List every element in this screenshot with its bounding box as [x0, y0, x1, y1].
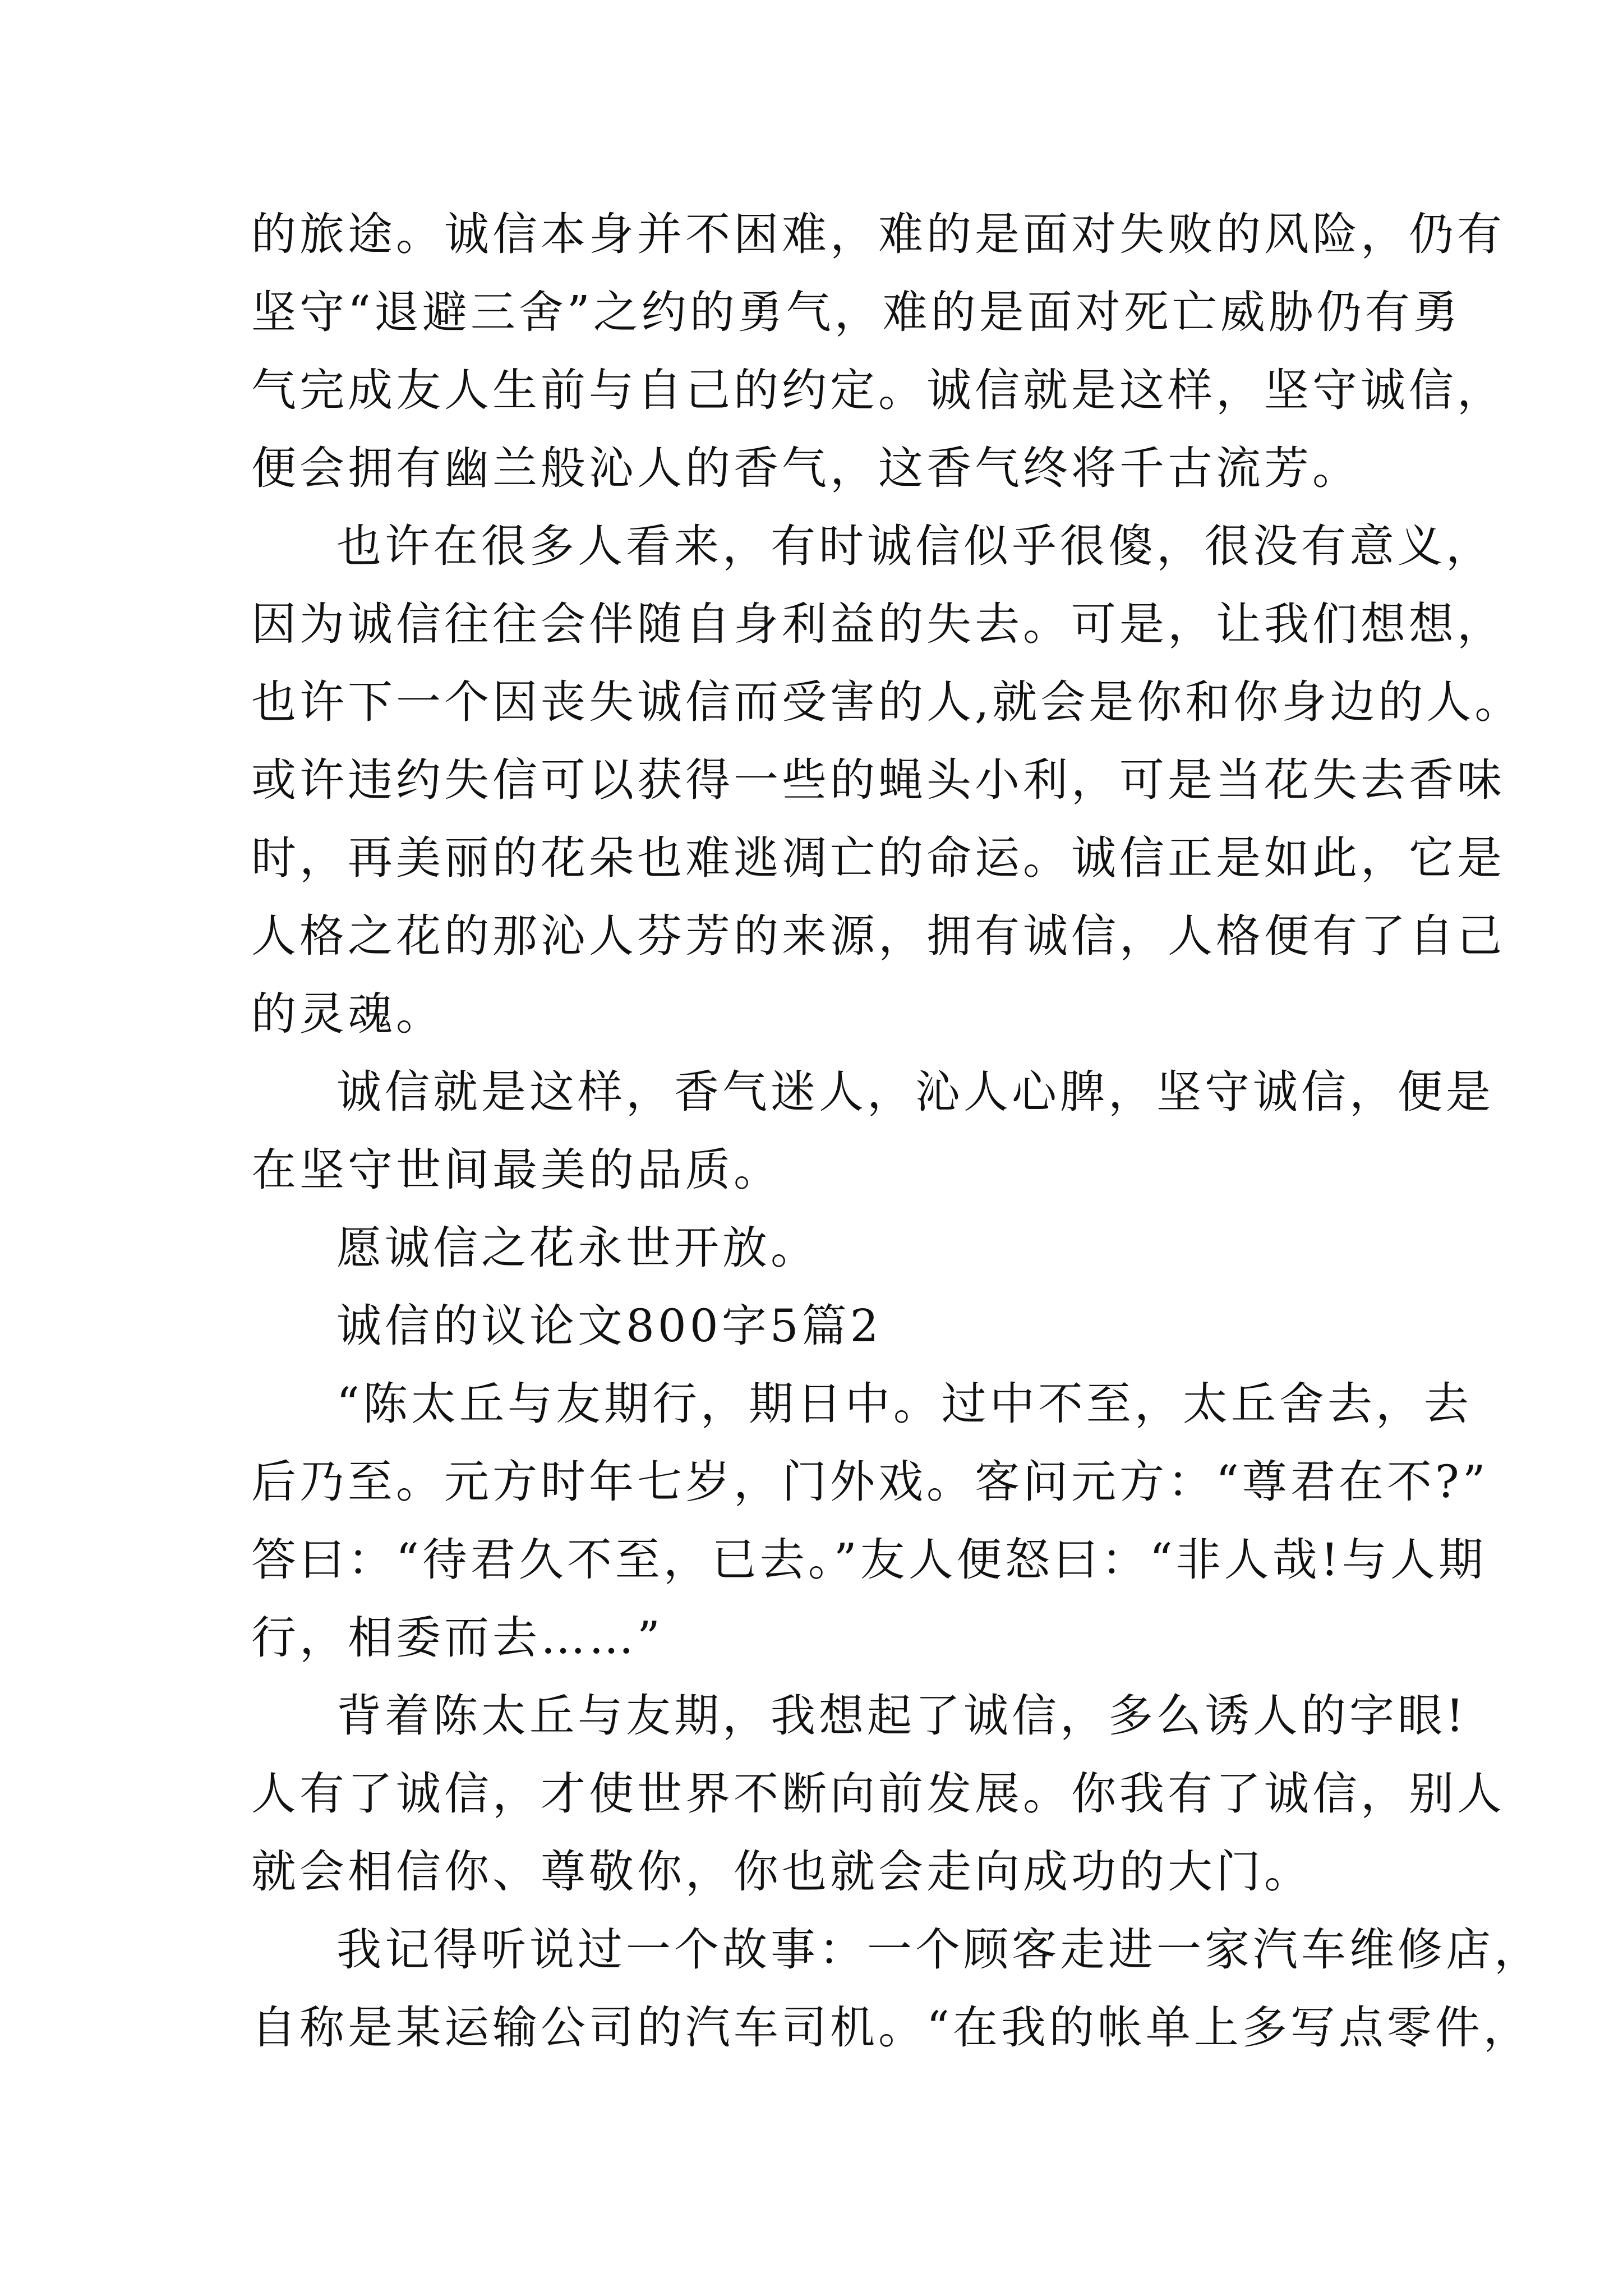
text-line: 人格之花的那沁人芬芳的来源，拥有诚信，人格便有了自己: [251, 910, 1505, 962]
text-line: 的灵魂。: [251, 988, 444, 1040]
paragraph-start-line: “陈太丘与友期行，期日中。过中不至，太丘舍去，去: [336, 1378, 1472, 1430]
text-line: 的旅途。诚信本身并不困难，难的是面对失败的风险，仍有: [251, 208, 1505, 260]
text-line: 在坚守世间最美的品质。: [251, 1144, 782, 1196]
text-line: 或许违约失信可以获得一些的蝇头小利，可是当花失去香味: [251, 754, 1505, 806]
paragraph-start-line: 愿诚信之花永世开放。: [336, 1222, 819, 1274]
text-line: 因为诚信往往会伴随自身利益的失去。可是，让我们想想，: [251, 598, 1505, 650]
text-line: 也许下一个因丧失诚信而受害的人,就会是你和你身边的人。: [251, 676, 1523, 728]
paragraph-start-line: 背着陈太丘与友期，我想起了诚信，多么诱人的字眼!: [336, 1690, 1468, 1742]
text-line: 便会拥有幽兰般沁人的香气，这香气终将千古流芳。: [251, 442, 1361, 494]
text-line: 后乃至。元方时年七岁，门外戏。客问元方：“尊君在不?”: [251, 1456, 1489, 1508]
text-line: 行，相委而去……”: [251, 1612, 663, 1664]
text-line: 人有了诚信，才使世界不断向前发展。你我有了诚信，别人: [251, 1768, 1505, 1820]
paragraph-start-line: 也许在很多人看来，有时诚信似乎很傻，很没有意义，: [336, 520, 1494, 572]
paragraph-start-line: 我记得听说过一个故事：一个顾客走进一家汽车维修店，: [336, 1924, 1542, 1976]
text-line: 就会相信你、尊敬你，你也就会走向成功的大门。: [251, 1846, 1312, 1898]
paragraph-start-line: 诚信就是这样，香气迷人，沁人心脾，坚守诚信，便是: [336, 1066, 1494, 1118]
text-line: 答曰：“待君久不至，已去。”友人便怒曰：“非人哉!与人期: [251, 1534, 1487, 1586]
text-line: 自称是某运输公司的汽车司机。“在我的帐单上多写点零件，: [251, 2001, 1532, 2054]
text-line: 坚守“退避三舍”之约的勇气，难的是面对死亡威胁仍有勇: [251, 286, 1461, 338]
text-line: 气完成友人生前与自己的约定。诚信就是这样，坚守诚信，: [251, 364, 1505, 416]
text-line: 时，再美丽的花朵也难逃凋亡的命运。诚信正是如此，它是: [251, 832, 1505, 884]
section-heading: 诚信的议论文800字5篇2: [336, 1300, 882, 1352]
